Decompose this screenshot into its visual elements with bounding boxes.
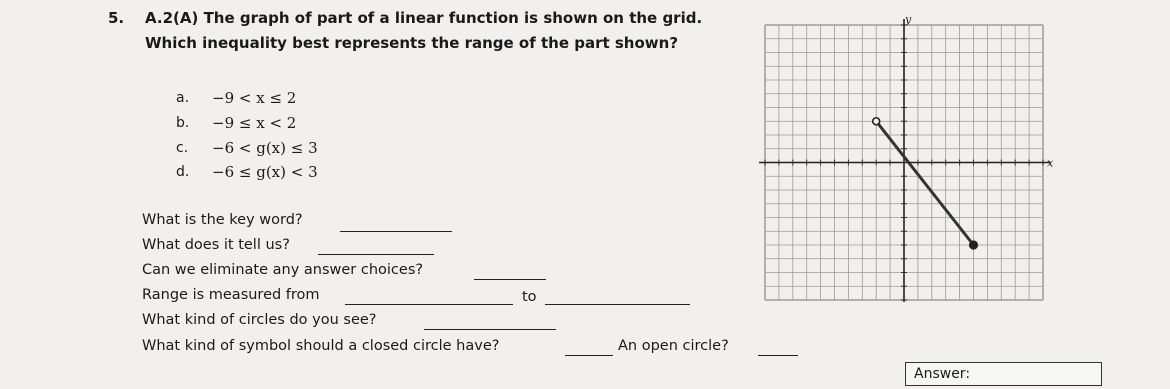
- segment-end-closed-circle: [970, 241, 978, 249]
- open-circle-blank[interactable]: [758, 355, 798, 356]
- open-circle-prompt: An open circle?: [618, 338, 729, 354]
- question-line-1: A.2(A) The graph of part of a linear function is shown on the grid.: [145, 9, 703, 27]
- closed-circle-prompt: What kind of symbol should a closed circle have?: [142, 338, 500, 354]
- tell-us-prompt: What does it tell us?: [142, 237, 290, 253]
- choice-c-text[interactable]: −6 < g(x) ≤ 3: [212, 139, 318, 157]
- choice-b-letter: b.: [176, 115, 190, 131]
- coordinate-grid-graph: [755, 15, 1055, 305]
- choice-b-text[interactable]: −9 ≤ x < 2: [212, 114, 297, 132]
- y-axis-label: y: [905, 15, 912, 26]
- tell-us-blank[interactable]: [318, 254, 434, 255]
- choice-c-letter: c.: [176, 140, 189, 156]
- range-from-prompt: Range is measured from: [142, 287, 320, 303]
- range-from-blank[interactable]: [345, 304, 513, 305]
- range-to-blank[interactable]: [545, 304, 690, 305]
- x-axis-label: x: [1047, 156, 1054, 170]
- graph-segment-layer: [873, 118, 978, 249]
- segment-start-open-circle: [873, 118, 880, 125]
- closed-circle-blank[interactable]: [565, 355, 613, 356]
- question-line-2: Which inequality best represents the range of the part shown?: [145, 34, 679, 52]
- choice-a-text[interactable]: −9 < x ≤ 2: [212, 89, 297, 107]
- answer-box[interactable]: [905, 362, 1102, 386]
- choice-d-text[interactable]: −6 ≤ g(x) < 3: [212, 163, 318, 181]
- choice-d-letter: d.: [176, 164, 190, 180]
- question-number: 5.: [108, 9, 125, 27]
- eliminate-blank[interactable]: [474, 279, 546, 280]
- circles-prompt: What kind of circles do you see?: [142, 312, 377, 328]
- circles-blank[interactable]: [424, 329, 556, 330]
- eliminate-prompt: Can we eliminate any answer choices?: [142, 262, 424, 278]
- graph-segment-line: [876, 121, 973, 245]
- answer-label: Answer:: [914, 366, 971, 382]
- choice-a-letter: a.: [176, 90, 190, 106]
- key-word-blank[interactable]: [340, 231, 452, 232]
- axes: [759, 19, 1051, 302]
- key-word-prompt: What is the key word?: [142, 212, 303, 228]
- range-to-label: to: [522, 289, 537, 305]
